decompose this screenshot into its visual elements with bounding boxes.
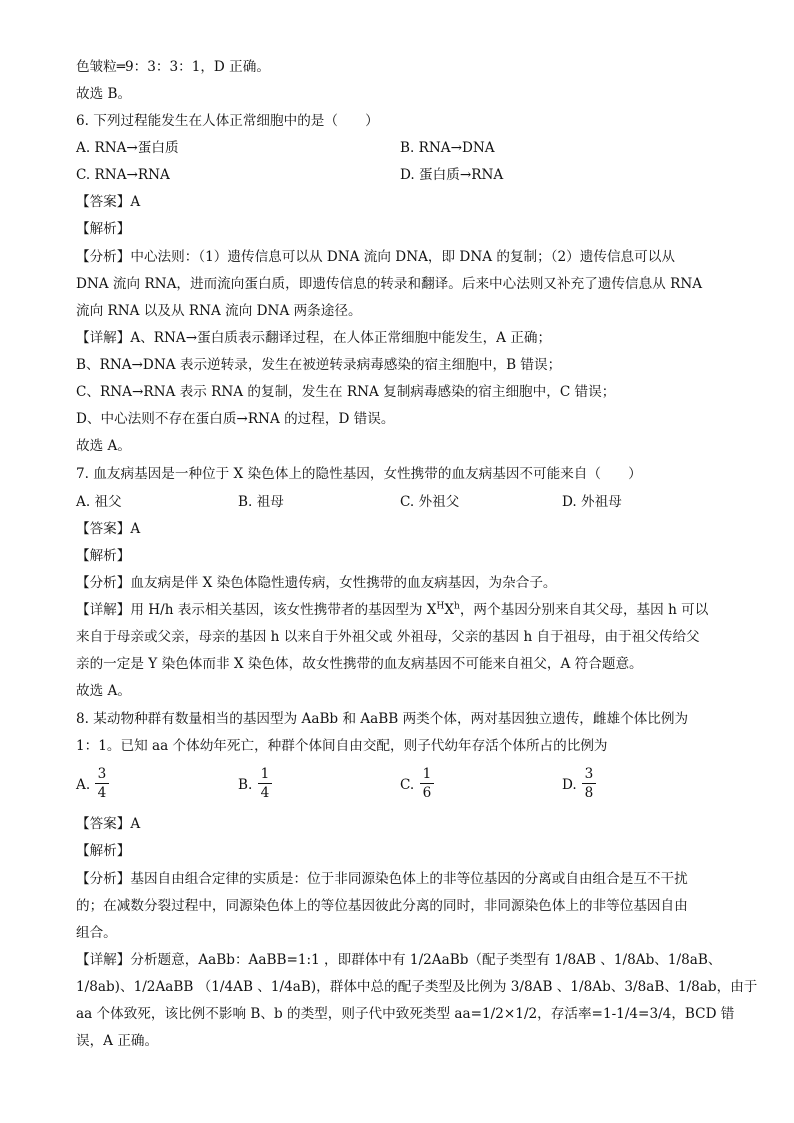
- text-line: 故选 B。: [76, 86, 132, 102]
- question-7-stem: 7. 血友病基因是一种位于 X 染色体上的隐性基因，女性携带的血友病基因不可能来自（ ）: [76, 466, 642, 482]
- answer-line: 【答案】A: [76, 194, 141, 210]
- q8-option-c-fraction: 1 6: [420, 766, 434, 801]
- text-line: 组合。: [76, 925, 117, 941]
- q7-option-b: B. 祖母: [238, 494, 284, 510]
- text-line: DNA 流向 RNA，进而流向蛋白质，即遗传信息的转录和翻译。后来中心法则又补充了遗传信息从 RNA: [76, 276, 703, 292]
- text-line: 1：1。已知 aa 个体幼年死亡，种群个体间自由交配，则子代幼年存活个体所占的比例为: [76, 738, 608, 754]
- question-8-stem: 8. 某动物种群有数量相当的基因型为 AaBb 和 AaBB 两类个体，两对基因独立遗传，雌雄个体比例为: [76, 711, 689, 727]
- question-6-stem: 6. 下列过程能发生在人体正常细胞中的是（ ）: [76, 113, 379, 129]
- q8-option-a-label: A.: [76, 777, 91, 793]
- q7-option-a: A. 祖父: [76, 494, 122, 510]
- q8-option-d-fraction: 3 8: [582, 766, 596, 801]
- analysis-heading: 【解析】: [76, 221, 131, 237]
- text-line: 流向 RNA 以及从 RNA 流向 DNA 两条途径。: [76, 303, 362, 319]
- text-line: C、RNA→RNA 表示 RNA 的复制，发生在 RNA 复制病毒感染的宿主细胞中，C 错误；: [76, 384, 616, 400]
- text-line: 亲的一定是 Y 染色体而非 X 染色体，故女性携带的血友病基因不可能来自祖父，A 符合题意。: [76, 656, 643, 672]
- text-line: 的；在减数分裂过程中，同源染色体上的等位基因彼此分离的同时，非同源染色体上的非等位基因自由: [76, 898, 688, 914]
- text-line: 故选 A。: [76, 438, 131, 454]
- text-line: 色皱粒═9：3：3：1，D 正确。: [76, 59, 270, 75]
- text-line: 【分析】血友病是伴 X 染色体隐性遗传病，女性携带的血友病基因，为杂合子。: [76, 575, 557, 591]
- text-line: aa 个体致死，该比例不影响 B、b 的类型，则子代中致死类型 aa=1/2×1/2，存活率=1-1/4=3/4，BCD 错: [76, 1006, 735, 1022]
- text-line: B、RNA→DNA 表示逆转录，发生在被逆转录病毒感染的宿主细胞中，B 错误；: [76, 357, 562, 373]
- q8-option-c-label: C.: [400, 777, 415, 793]
- text-line: 【分析】基因自由组合定律的实质是：位于非同源染色体上的非等位基因的分离或自由组合是互不干扰: [76, 871, 688, 887]
- text-line: 来自于母亲或父亲，母亲的基因 h 以来自于外祖父或 外祖母，父亲的基因 h 自于祖母，由于祖父传给父: [76, 629, 700, 645]
- text-line: D、中心法则不存在蛋白质→RNA 的过程，D 错误。: [76, 411, 395, 427]
- q7-option-c: C. 外祖父: [400, 494, 460, 510]
- q6-option-b: B. RNA→DNA: [400, 140, 495, 156]
- q7-option-d: D. 外祖母: [562, 494, 622, 510]
- q8-option-b-fraction: 1 4: [258, 766, 272, 801]
- q6-option-d: D. 蛋白质→RNA: [400, 167, 504, 183]
- answer-line: 【答案】A: [76, 816, 141, 832]
- analysis-heading: 【解析】: [76, 548, 131, 564]
- text-line: 【详解】A、RNA→蛋白质表示翻译过程，在人体正常细胞中能发生，A 正确；: [76, 330, 552, 346]
- text-line: 误，A 正确。: [76, 1033, 159, 1049]
- text-line: 【详解】分析题意，AaBb：AaBB=1:1 ，即群体中有 1/2AaBb（配子类型有 1/8AB 、1/8Ab、1/8aB、: [76, 952, 722, 968]
- text-line-genotype: 【详解】用 H/h 表示相关基因，该女性携带者的基因型为 $X^HX^h$，两个基因分别来自其父母，基因 h 可以: [76, 601, 709, 618]
- q8-option-d-label: D.: [562, 777, 577, 793]
- q8-option-a-fraction: 3 4: [95, 766, 109, 801]
- q6-option-a: A. RNA→蛋白质: [76, 140, 179, 156]
- text-line: 1/8ab)、1/2AaBB （1/4AB 、1/4aB)，群体中总的配子类型及比例为 3/8AB 、1/8Ab、3/8aB、1/8ab，由于: [76, 979, 758, 995]
- q6-option-c: C. RNA→RNA: [76, 167, 170, 183]
- analysis-heading: 【解析】: [76, 843, 131, 859]
- q8-option-b-label: B.: [238, 777, 253, 793]
- answer-line: 【答案】A: [76, 521, 141, 537]
- text-line: 故选 A。: [76, 683, 131, 699]
- text-line: 【分析】中心法则：（1）遗传信息可以从 DNA 流向 DNA，即 DNA 的复制；（2）遗传信息可以从: [76, 249, 675, 265]
